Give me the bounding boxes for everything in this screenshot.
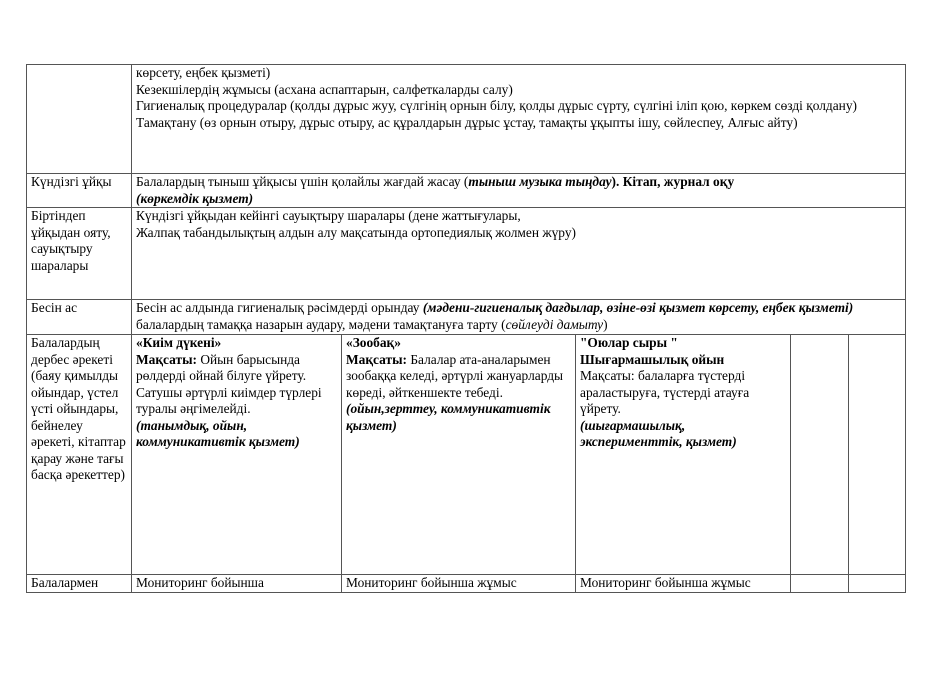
table-row-activity <box>27 335 906 575</box>
game-cell-1 <box>132 335 342 575</box>
table-row-nap <box>27 174 906 208</box>
monitoring-cell-1: Мониторинг бойынша <box>132 575 342 593</box>
game2-activity: (ойын,зерттеу, коммуникативтік қызмет) <box>346 401 551 433</box>
meal-line-3: Гигиеналық процедуралар (қолды дұрыс жуу, сүлгінің орнын білу, қолды дұрыс сүрту, сүлгіні іліп қою, көркем сөзді қолдану) <box>136 98 857 113</box>
monitoring-cell-3: Мониторинг бойынша жұмыс <box>576 575 791 593</box>
table-row-monitoring <box>27 575 906 593</box>
game1-goal-text: Ойын барысында рөлдерді ойнай білуге үйрету. Сатушы әртүрлі киімдер түрлері туралы әңгімелейді. <box>136 351 322 416</box>
row-label-monitoring: Балалармен <box>27 575 132 593</box>
game3-title: "Оюлар сыры " Шығармашылық ойын <box>580 335 725 367</box>
row-label-snack: Бесін ас <box>27 300 132 335</box>
monitoring-cell-2: Мониторинг бойынша жұмыс <box>342 575 576 593</box>
game3-goal-text: балаларға түстерді араластыруға, түстерді атауға үйрету. <box>580 368 750 416</box>
nap-text-b: тыныш музыка тыңдау <box>468 174 612 189</box>
table-row-meal <box>27 65 906 174</box>
row-label-wakeup: Біртіндеп ұйқыдан ояту, сауықтыру шаралары <box>27 208 132 300</box>
game3-activity: (шығармашылық, эксперименттік, қызмет) <box>580 417 737 449</box>
row-label-empty <box>27 65 132 174</box>
game-cell-2 <box>342 335 576 575</box>
snack-text-d: сөйлеуді дамыту <box>505 316 604 332</box>
table-row-wakeup <box>27 208 906 300</box>
meal-line-4: Тамақтану (өз орнын отыру, дұрыс отыру, ас құралдарын дұрыс ұстау, тамақты ұқыпты ішу, сөйлеспеу, Алғыс айту) <box>136 114 798 130</box>
nap-cell <box>132 174 906 208</box>
empty-cell <box>849 575 906 593</box>
snack-cell <box>132 300 906 335</box>
wakeup-cell <box>132 208 906 300</box>
nap-text-c: ). Кітап, журнал оқу <box>611 174 735 189</box>
game1-activity: (танымдық, ойын, коммуникативтік қызмет) <box>136 417 300 449</box>
game1-title: «Киім дүкені» <box>136 335 222 350</box>
schedule-table <box>26 64 906 593</box>
game2-title: «Зообақ» <box>346 335 401 350</box>
row-label-nap: Күндізгі ұйқы <box>27 174 132 208</box>
game-cell-3 <box>576 335 791 575</box>
meal-cell <box>132 65 906 174</box>
snack-text-a: Бесін ас алдында гигиеналық рәсімдерді орындау <box>136 300 423 315</box>
game2-goal-text: Балалар ата-аналарымен зообаққа келеді, әртүрлі жануарларды көреді, әйткеншекте тебеді. <box>346 351 564 400</box>
meal-line-1: көрсету, еңбек қызметі) <box>136 65 271 80</box>
snack-text-b: (мәдени-гигиеналық дағдылар, өзіне-өзі қызмет көрсету, еңбек қызметі) <box>422 300 854 315</box>
row-label-activity: Балалардың дербес әрекеті (баяу қимылды ойындар, үстел үсті ойындары, бейнелеу әрекеті, кітаптар қарау және тағы басқа әрекеттер) <box>27 335 132 575</box>
game2-goal-label: Мақсаты: <box>346 351 407 367</box>
wakeup-line-1: Күндізгі ұйқыдан кейінгі сауықтыру шаралары (дене жаттығулары, <box>136 208 521 223</box>
empty-cell <box>791 575 849 593</box>
wakeup-line-2: Жалпақ табандылықтың алдын алу мақсатында ортопедиялық жолмен жүру) <box>136 224 576 240</box>
snack-text-c: балалардың тамаққа назарын аудару, мәдени тамақтануға тарту ( <box>136 316 506 332</box>
game3-goal-label: Мақсаты: <box>580 368 635 383</box>
nap-text-d: (көркемдік қызмет) <box>136 190 254 206</box>
snack-text-e: ) <box>603 316 608 332</box>
empty-cell <box>791 335 849 575</box>
meal-line-2: Кезекшілердің жұмысы (асхана аспаптарын, салфеткаларды салу) <box>136 81 513 97</box>
game1-goal-label: Мақсаты: <box>136 351 197 367</box>
nap-text-a: Балалардың тыныш ұйқысы үшін қолайлы жағдай жасау ( <box>136 174 469 189</box>
table-row-snack <box>27 300 906 335</box>
empty-cell <box>849 335 906 575</box>
